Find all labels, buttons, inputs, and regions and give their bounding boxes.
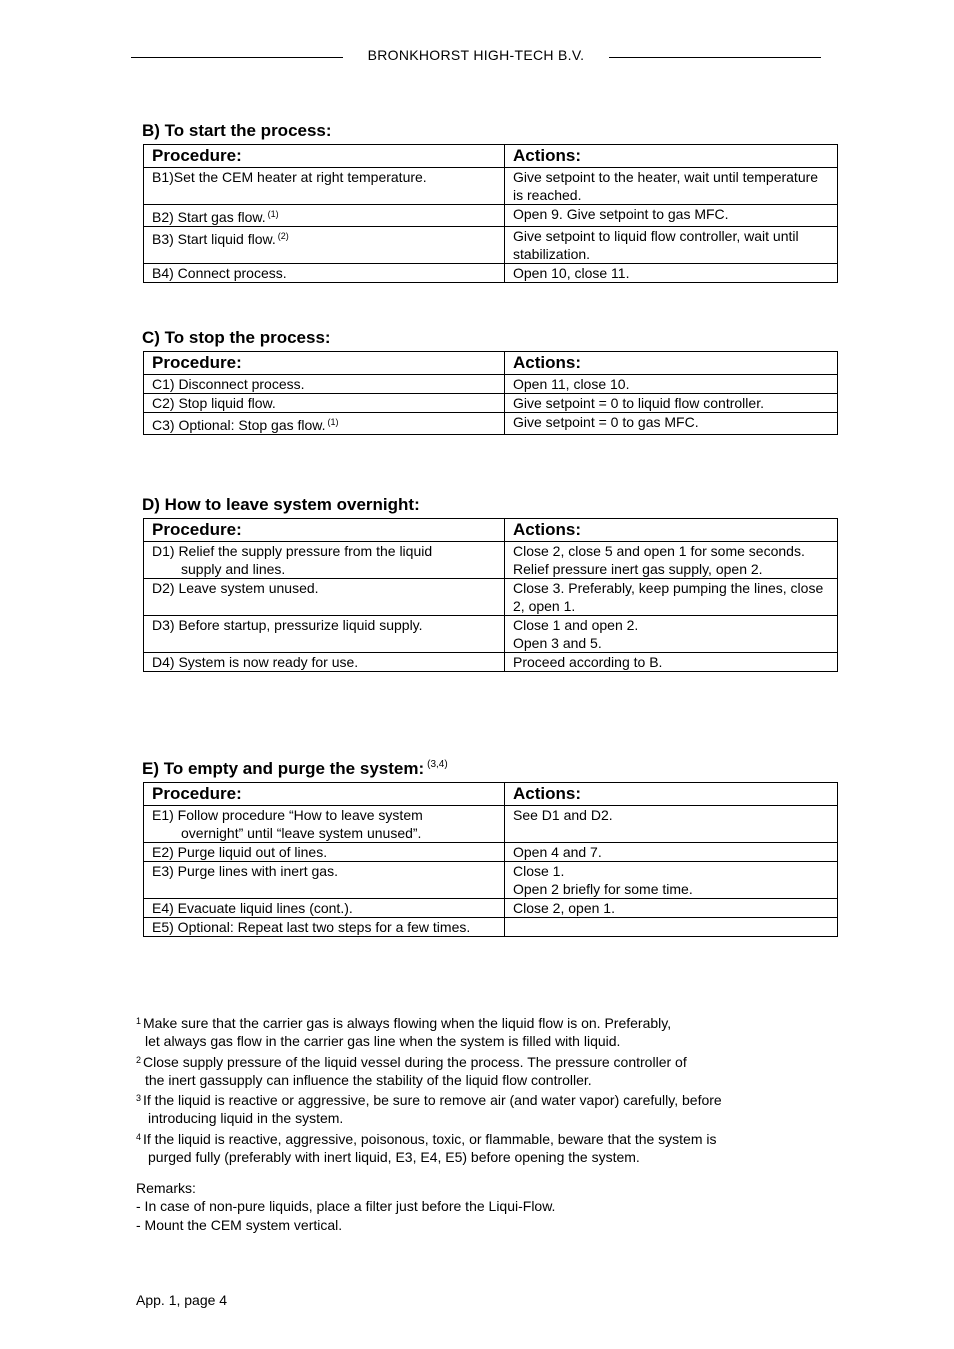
procedure-text: D4) System is now ready for use.	[152, 654, 359, 670]
procedure-cell	[144, 616, 505, 653]
page-header	[131, 46, 821, 66]
column-header-actions: Actions:	[505, 352, 838, 375]
action-text: Close 2, close 5 and open 1 for some seconds.	[513, 543, 805, 559]
procedure-text-cont: overnight” until “leave system unused”.	[181, 825, 422, 841]
table-row	[144, 375, 838, 394]
action-cell	[505, 918, 838, 937]
action-text: Open 4 and 7.	[513, 844, 602, 860]
column-header-procedure: Procedure:	[144, 352, 505, 375]
procedure-text: E5) Optional: Repeat last two steps for a few times.	[152, 919, 471, 935]
procedure-table-b	[143, 144, 838, 283]
section-title-c	[142, 328, 331, 348]
section-title-b	[142, 121, 332, 141]
action-cell	[505, 264, 838, 283]
action-cell	[505, 205, 838, 227]
table-row	[144, 227, 838, 264]
procedure-cell	[144, 394, 505, 413]
remarks-title: Remarks:	[136, 1180, 196, 1196]
table-row	[144, 579, 838, 616]
table-row	[144, 542, 838, 579]
table-row	[144, 899, 838, 918]
procedure-cell	[144, 205, 505, 227]
table-header-row	[144, 145, 838, 168]
procedure-cell	[144, 899, 505, 918]
header-rule-right	[609, 57, 821, 58]
action-cell	[505, 394, 838, 413]
section-title-text: D) How to leave system overnight:	[142, 495, 420, 514]
procedure-text: C3) Optional: Stop gas flow.	[152, 417, 326, 433]
procedure-cell	[144, 862, 505, 899]
procedure-text: C2) Stop liquid flow.	[152, 395, 276, 411]
action-text: Give setpoint to the heater, wait until temperature is reached.	[513, 169, 819, 203]
procedure-table-c	[143, 351, 838, 435]
procedure-table-e	[143, 782, 838, 937]
footnote-ref: (1)	[327, 417, 339, 427]
footnotes	[136, 1012, 836, 1166]
remark-item: - Mount the CEM system vertical.	[136, 1216, 343, 1233]
procedure-cell	[144, 806, 505, 843]
remarks	[136, 1179, 555, 1234]
procedure-cell	[144, 579, 505, 616]
action-text: Close 1.	[513, 863, 565, 879]
column-header-actions: Actions:	[505, 783, 838, 806]
column-header-actions: Actions:	[505, 145, 838, 168]
action-cell	[505, 616, 838, 653]
column-header-procedure: Procedure:	[144, 519, 505, 542]
table-row	[144, 413, 838, 435]
footnote-1: $^1$ Make sure that the carrier gas is always flowing when the liquid flow is on. Preferably, let always gas flow in the carrier gas line when the system is filled with liquid.	[136, 1015, 672, 1050]
action-cell	[505, 542, 838, 579]
procedure-cell	[144, 168, 505, 205]
action-cell	[505, 653, 838, 672]
procedure-text: D2) Leave system unused.	[152, 580, 319, 596]
section-title-text: B) To start the process:	[142, 121, 332, 140]
column-header-actions: Actions:	[505, 519, 838, 542]
procedure-text: E2) Purge liquid out of lines.	[152, 844, 328, 860]
procedure-cell	[144, 843, 505, 862]
procedure-cell	[144, 413, 505, 435]
procedure-table-d	[143, 518, 838, 672]
footnote-ref: (3,4)	[427, 759, 448, 770]
procedure-cell	[144, 653, 505, 672]
procedure-text: E3) Purge lines with inert gas.	[152, 863, 338, 879]
procedure-cell	[144, 375, 505, 394]
procedure-text: B2) Start gas flow.	[152, 209, 266, 225]
action-cell	[505, 806, 838, 843]
action-text: Give setpoint = 0 to gas MFC.	[513, 414, 699, 430]
procedure-text: B4) Connect process.	[152, 265, 287, 281]
procedure-cell	[144, 542, 505, 579]
action-cell	[505, 843, 838, 862]
action-text-cont: Open 3 and 5.	[513, 635, 602, 651]
company-name: BRONKHORST HIGH-TECH B.V.	[367, 47, 585, 63]
action-text: Open 11, close 10.	[513, 376, 630, 392]
table-row	[144, 264, 838, 283]
column-header-procedure: Procedure:	[144, 783, 505, 806]
action-text: Close 2, open 1.	[513, 900, 615, 916]
action-text: Give setpoint = 0 to liquid flow controller.	[513, 395, 764, 411]
action-text: Close 1 and open 2.	[513, 617, 639, 633]
footnote-ref: (1)	[267, 209, 279, 219]
table-row	[144, 168, 838, 205]
procedure-text-cont: supply and lines.	[181, 561, 286, 577]
action-text: See D1 and D2.	[513, 807, 613, 823]
footnote-ref: (2)	[277, 231, 289, 241]
action-cell	[505, 862, 838, 899]
table-header-row	[144, 352, 838, 375]
table-row	[144, 205, 838, 227]
procedure-cell	[144, 918, 505, 937]
action-text-cont: Relief pressure inert gas supply, open 2.	[513, 561, 763, 577]
action-text: Give setpoint to liquid flow controller, wait until stabilization.	[513, 228, 799, 262]
procedure-text: D1) Relief the supply pressure from the liquid	[152, 543, 433, 559]
table-row	[144, 806, 838, 843]
action-cell	[505, 168, 838, 205]
table-row	[144, 843, 838, 862]
section-title-text: C) To stop the process:	[142, 328, 331, 347]
column-header-procedure: Procedure:	[144, 145, 505, 168]
procedure-text: E1) Follow procedure “How to leave system	[152, 807, 423, 823]
section-title-e	[142, 759, 448, 779]
action-cell	[505, 579, 838, 616]
procedure-text: B3) Start liquid flow.	[152, 231, 276, 247]
action-text: Open 10, close 11.	[513, 265, 630, 281]
table-row	[144, 653, 838, 672]
action-cell	[505, 227, 838, 264]
action-text: Close 3. Preferably, keep pumping the lines, close 2, open 1.	[513, 580, 824, 614]
procedure-text: C1) Disconnect process.	[152, 376, 305, 392]
procedure-cell	[144, 227, 505, 264]
procedure-text: B1)Set the CEM heater at right temperature.	[152, 169, 427, 185]
procedure-text: E4) Evacuate liquid lines (cont.).	[152, 900, 353, 916]
table-header-row	[144, 519, 838, 542]
table-row	[144, 862, 838, 899]
action-cell	[505, 375, 838, 394]
action-text: Open 9. Give setpoint to gas MFC.	[513, 206, 729, 222]
action-text: Proceed according to B.	[513, 654, 663, 670]
page-number: App. 1, page 4	[136, 1292, 228, 1308]
footnote-4: $^4$ If the liquid is reactive, aggressive, poisonous, toxic, or flammable, beware that the system is purged fully (preferably with inert liquid, E3, E4, E5) before opening the system.	[136, 1130, 717, 1166]
remark-item: - In case of non-pure liquids, place a filter just before the Liqui-Flow.	[136, 1198, 556, 1215]
section-title-d	[142, 495, 420, 515]
action-cell	[505, 413, 838, 435]
action-cell	[505, 899, 838, 918]
procedure-text: D3) Before startup, pressurize liquid supply.	[152, 617, 423, 633]
table-header-row	[144, 783, 838, 806]
section-title-text: E) To empty and purge the system:	[142, 759, 425, 778]
footnote-3: $^3$ If the liquid is reactive or aggressive, be sure to remove air (and water vapor) carefully, before introducing liquid in the system.	[136, 1092, 722, 1127]
procedure-cell	[144, 264, 505, 283]
action-text-cont: Open 2 briefly for some time.	[513, 881, 693, 897]
table-row	[144, 394, 838, 413]
footnote-2: $^2$ Close supply pressure of the liquid vessel during the process. The pressure controller of the inert gassupply can influence the stability of the liquid flow controller.	[136, 1053, 687, 1088]
table-row	[144, 616, 838, 653]
table-row	[144, 918, 838, 937]
